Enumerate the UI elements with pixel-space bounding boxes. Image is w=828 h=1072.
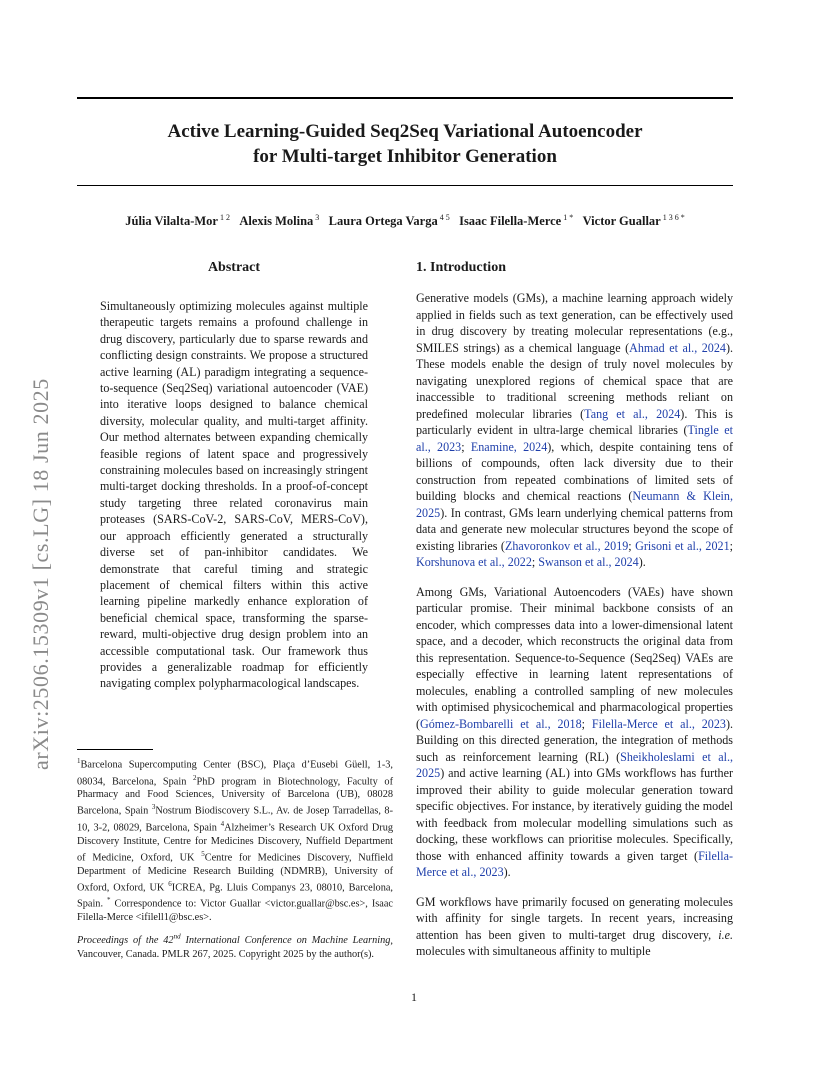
footnote-text: Centre for Medicines Discovery, Nuffield Department of Medicine Research Building (NDMRB), University of Oxford, Oxford, UK (77, 852, 393, 894)
emphasis-text: i.e. (718, 927, 733, 942)
citation-link[interactable]: Enamine, 2024 (470, 439, 548, 454)
citation-link[interactable]: Sheikholeslami et al., 2025 (416, 749, 733, 780)
affiliation-number: 4 (220, 820, 225, 829)
author-affiliation-marker: 3 (313, 213, 320, 222)
citation-link[interactable]: Korshunova et al., 2022 (416, 555, 532, 569)
proceedings-note: Proceedings of the 42nd International Conference on Machine Learning, Vancouver, Canada. PMLR 267, 2025. Copyright 2025 by the author(s). (77, 933, 393, 960)
citation-link[interactable]: Grisoni et al., 2021 (635, 538, 730, 553)
author-name: Isaac Filella-Merce (459, 214, 562, 229)
author-affiliation-marker: 1 2 (217, 213, 230, 222)
footnote-text: Nostrum Biodiscovery S.L., Av. de Josep Tarradellas, 8-10, 3-2, 08029, Barcelona, Spain (77, 805, 394, 834)
abstract-heading: Abstract (207, 260, 261, 275)
page-number: 1 (411, 990, 417, 1004)
citation-link[interactable]: Swanson et al., 2024 (538, 555, 639, 569)
citation-link[interactable]: Tang et al., 2024 (584, 406, 681, 421)
paragraph-text: ). This is particularly evident in ultra-large chemical libraries ( (416, 406, 733, 437)
citation-link[interactable]: Zhavoronkov et al., 2019 (504, 538, 629, 553)
affiliation-number: 3 (151, 803, 156, 812)
paragraph-text: ). (503, 865, 511, 879)
footnote-text: Correspondence to: Victor Guallar <victor.guallar@bsc.es>, Isaac Filella-Merce <ifilell1@bsc.es>. (77, 898, 393, 923)
footnote-text: Alzheimer’s Research UK Oxford Drug Discovery Institute, Centre for Medicines Discovery, Nuffield Department of Medicine, Oxford, UK (77, 822, 394, 864)
footnote-text: PhD program in Biotechnology, Faculty of Pharmacy and Food Sciences, University of Barcelona (UB), 08028 Barcelona, Spain (77, 776, 394, 817)
citation-link[interactable]: Filella-Merce et al., 2023 (591, 716, 726, 731)
affiliation-number: * (107, 896, 111, 905)
author-affiliation-marker: 1 3 6 * (660, 213, 685, 222)
affiliations-footnote (77, 755, 393, 924)
affiliation-number: 2 (193, 773, 197, 782)
author-name: Alexis Molina (239, 214, 314, 229)
paragraph-text: ; (628, 538, 636, 553)
author-name: Laura Ortega Varga (328, 214, 438, 229)
citation-link[interactable]: Tingle et al., 2023 (416, 423, 733, 454)
introduction-paragraph (416, 584, 733, 881)
paragraph-text: ). These models enable the design of truly novel molecules by navigating unexplored regions of chemical space that are inaccessible to traditional screening methods reliant on predefined molecular libraries ( (416, 340, 733, 421)
paragraph-text: ). Building on this directed generation, the integration of methods such as reinforcement learning (RL) ( (416, 716, 734, 764)
right-column (416, 258, 733, 973)
paragraph-text: ; (729, 538, 733, 553)
title-line-1: Active Learning-Guided Seq2Seq Variational Autoencoder (167, 121, 643, 142)
left-column (100, 258, 368, 692)
affiliation-number: 5 (201, 849, 205, 858)
title-rule-bottom (77, 185, 733, 186)
paragraph-text: Among GMs, Variational Autoencoders (VAEs) have shown particular promise. Their minimal backbone consists of an encoder, which compresses data into a lower-dimensional latent space, and a decoder, which reconstructs the original data from this representation. Sequence-to-Sequence (Seq2Seq) VAEs are especially effective in learning latent representations of molecules, enabling a controlled sampling of new molecules with optimised physicochemical and pharmacological properties ( (416, 584, 733, 731)
paper-title (77, 119, 733, 169)
paragraph-text: ; (581, 716, 592, 731)
arxiv-identifier: arXiv:2506.15309v1 [cs.LG] 18 Jun 2025 (28, 378, 53, 770)
introduction-heading: 1. Introduction (416, 260, 506, 275)
citation-link[interactable]: Neumann & Klein, 2025 (416, 489, 733, 520)
footnote-rule (77, 749, 153, 750)
paragraph-text: ). (638, 555, 646, 569)
title-rule-top (77, 97, 733, 99)
introduction-body (416, 290, 733, 960)
affiliation-number: 6 (168, 879, 172, 888)
paragraph-text: ) and active learning (AL) into GMs workflows has further improved their ability to guide molecular generation toward specific objectives. For instance, by iteratively guiding the model with feedback from molecular modelling simulations such as docking, these workflows can prioritise molecules. Specifically, those with enhanced affinity towards a given target ( (416, 766, 733, 863)
title-line-2: for Multi-target Inhibitor Generation (253, 146, 557, 167)
author-list (77, 213, 733, 229)
footnote-text: Barcelona Supercomputing Center (BSC), Plaça d’Eusebi Güell, 1-3, 08034, Barcelona, Spain (77, 759, 393, 788)
introduction-paragraph (416, 290, 733, 571)
citation-link[interactable]: Ahmad et al., 2024 (629, 340, 726, 355)
paragraph-text: GM workflows have primarily focused on generating molecules with affinity for single targets. In recent years, increasing attention has been given to multi-target drug discovery, (416, 894, 733, 942)
abstract-text: Simultaneously optimizing molecules against multiple therapeutic targets remains a profound challenge in drug discovery, particularly due to sparse rewards and conflicting design constraints. We propose a structured active learning (AL) paradigm integrating a sequence-to-sequence (Seq2Seq) variational autoencoder (VAE) into iterative loops designed to balance chemical diversity, molecular quality, and multi-target affinity. Our method alternates between expanding chemically feasible regions of latent space and progressively constraining molecules based on increasingly stringent multi-target docking thresholds. In a proof-of-concept study targeting three related coronavirus main proteases (SARS-CoV-2, SARS-CoV, MERS-CoV), our approach efficiently generated a structurally diverse set of pan-inhibitor candidates. We demonstrate that careful timing and strategic placement of chemical filters within this active learning pipeline markedly enhance exploration of beneficial chemical space, transforming the sparse-reward, multi-objective drug design problem into an accessible computational task. Our framework thus provides a generalizable roadmap for efficiently navigating complex polypharmacological landscapes. (100, 299, 368, 691)
citation-link[interactable]: Gómez-Bombarelli et al., 2018 (420, 716, 582, 731)
affiliation-number: 1 (77, 757, 81, 765)
paragraph-text: Generative models (GMs), a machine learning approach widely applied in fields such as text generation, can be effectively used in drug discovery by treating molecular representations (e.g., SMILES strings) as a chemical language ( (416, 291, 733, 355)
introduction-paragraph (416, 894, 733, 960)
author-name: Victor Guallar (582, 214, 661, 229)
footnote-text: ICREA, Pg. Lluis Companys 23, 08010, Barcelona, Spain. (77, 882, 393, 910)
citation-link[interactable]: Filella-Merce et al., 2023 (416, 848, 733, 879)
paragraph-text: molecules with simultaneous affinity to multiple (416, 944, 651, 958)
paragraph-text: ; (531, 555, 539, 569)
author-name: Júlia Vilalta-Mor (125, 214, 218, 229)
author-affiliation-marker: 4 5 (437, 213, 450, 222)
paragraph-text: ; (461, 439, 471, 454)
paragraph-text: ), which, despite containing tens of billions of compounds, often lack diversity due to their construction from repeated combinations of limited sets of building blocks and chemical reactions ( (416, 439, 734, 503)
paragraph-text: ). In contrast, GMs learn underlying chemical patterns from data and generate new molecular structures beyond the scope of existing libraries ( (416, 505, 733, 553)
author-affiliation-marker: 1 * (561, 213, 574, 222)
